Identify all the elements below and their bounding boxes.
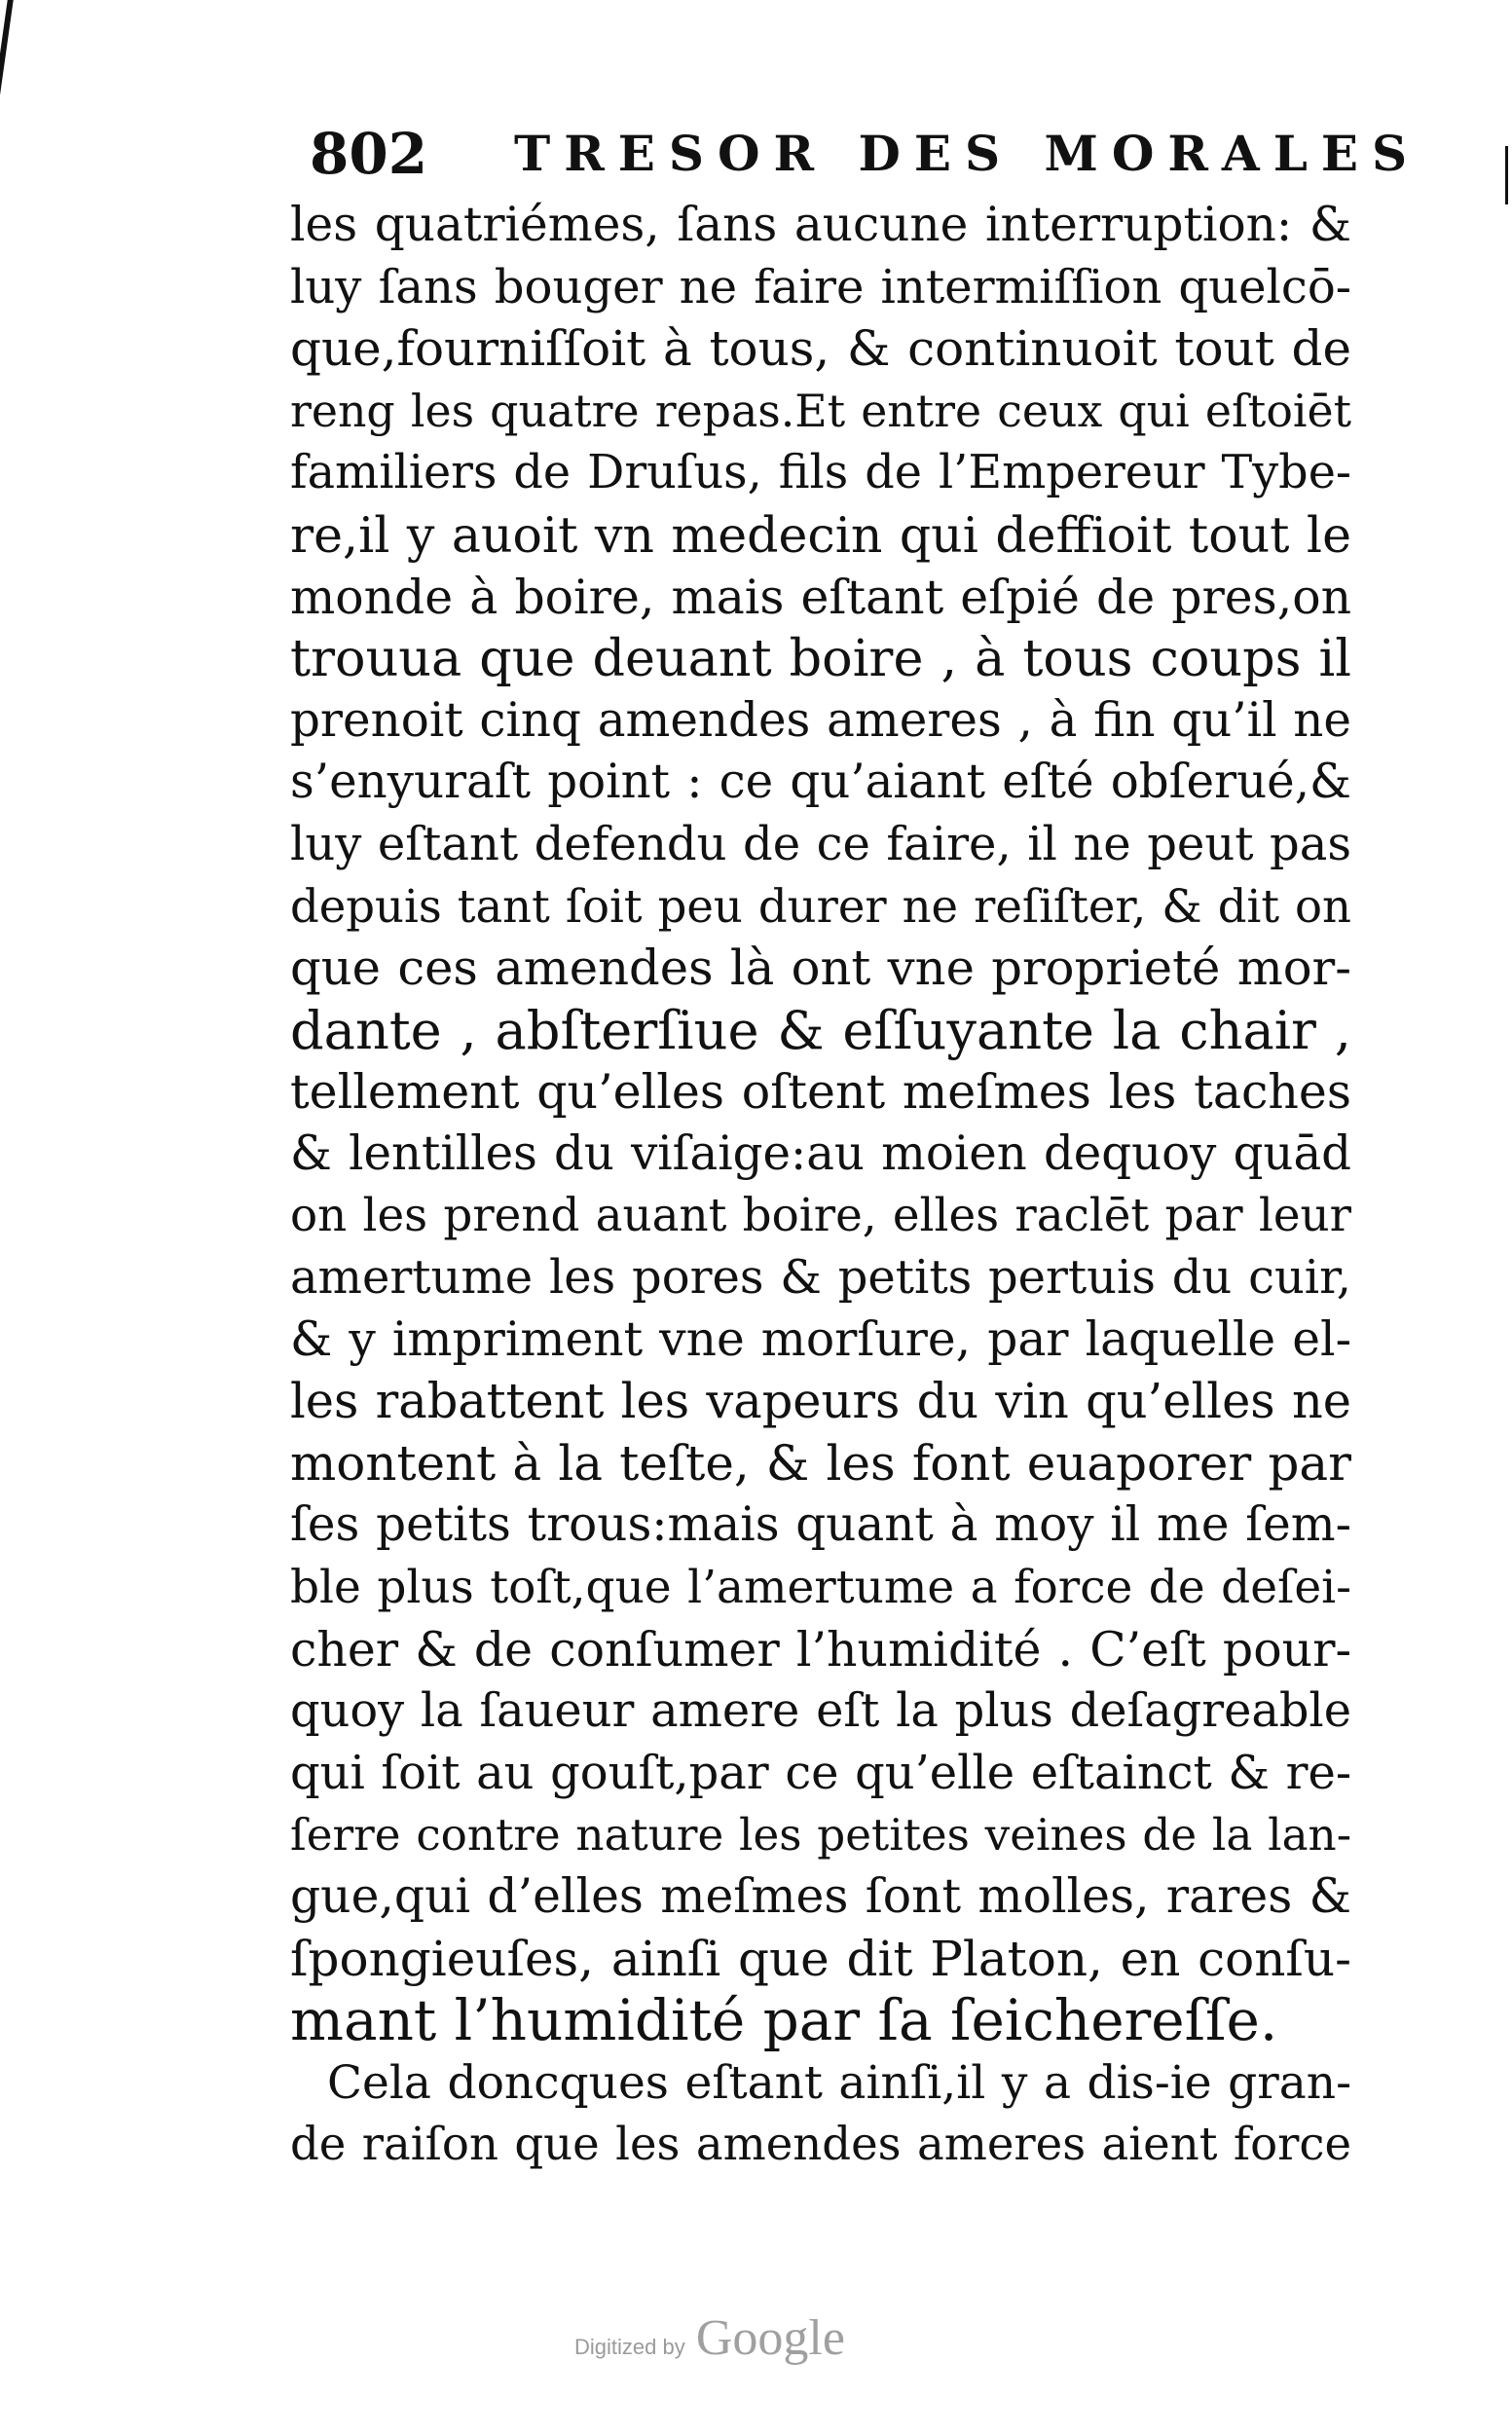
text-line: de raiſon que les amendes ameres aient force	[290, 2118, 1351, 2171]
text-line: tellement qu’elles oſtent meſmes les taches	[290, 1064, 1351, 1121]
digitization-watermark	[574, 2309, 905, 2378]
text-line: dante , abſterſiue & eſſuyante la chair ,	[290, 999, 1351, 1061]
text-line: depuis tant ſoit peu durer ne reſiſter, & dit on	[290, 879, 1351, 933]
text-line: ſpongieuſes, ainſi que dit Platon, en conſu-	[290, 1930, 1351, 1987]
text-line: & y impriment vne morſure, par laquelle el-	[290, 1311, 1351, 1367]
text-line: montent à la teſte, & les font euaporer par	[290, 1434, 1351, 1492]
text-line: qui ſoit au gouſt,par ce qu’elle eſtainct & re-	[290, 1746, 1351, 1800]
text-line: trouua que deuant boire , à tous coups il	[290, 629, 1351, 689]
text-line: & lentilles du viſaige:au moien dequoy quād	[290, 1125, 1351, 1181]
text-line: que ces amendes là ont vne proprieté mor-	[290, 940, 1351, 997]
text-line: luy ſans bouger ne faire intermiſſion quelcō-	[290, 259, 1351, 314]
text-line: ble plus toſt,que l’amertume a force de deſei-	[290, 1561, 1351, 1615]
text-line: que,fourniſſoit à tous, & continuoit tout de	[290, 320, 1351, 378]
text-line: s’enyuraſt point : ce qu’aiant eſté obſerué,&	[290, 755, 1351, 810]
text-line: luy eſtant defendu de ce faire, il ne peut pas	[290, 816, 1351, 871]
body-text	[290, 195, 1351, 2176]
text-line: ſerre contre nature les petites veines de la lan-	[290, 1809, 1351, 1862]
paragraph-end-line: mant l’humidité par ſa ſeichereſſe.	[290, 1987, 1278, 2054]
text-line: reng les quatre repas.Et entre ceux qui eſtoiēt	[290, 385, 1351, 437]
text-line: prenoit cinq amendes ameres , à fin qu’il ne	[290, 692, 1351, 748]
paragraph-start-line: Cela doncques eſtant ainſi,il y a dis-ie gran-	[327, 2055, 1351, 2110]
text-line: les rabattent les vapeurs du vin qu’elles ne	[290, 1373, 1351, 1430]
digitized-label: Digitized by	[574, 2335, 685, 2359]
text-line: on les prend auant boire, elles raclēt par leur	[290, 1189, 1351, 1242]
google-logo: Google	[695, 2310, 845, 2366]
page-number: 802	[310, 121, 428, 187]
right-edge-mark	[1505, 146, 1508, 204]
running-title: TRESOR DES MORALES	[514, 125, 1421, 182]
text-line: familiers de Druſus, fils de l’Empereur Tybe-	[290, 446, 1351, 500]
text-line: gue,qui d’elles meſmes ſont molles, rares &	[290, 1869, 1351, 1925]
left-edge-mark	[0, 0, 14, 107]
text-line: ſes petits trous:mais quant à moy il me ſem-	[290, 1497, 1351, 1553]
text-line: re,il y auoit vn medecin qui deffioit tout le	[290, 505, 1351, 564]
text-line: cher & de conſumer l’humidité . C’eſt pour-	[290, 1621, 1351, 1678]
running-head	[310, 115, 1421, 193]
text-line: monde à boire, mais eſtant eſpié de pres,on	[290, 569, 1351, 625]
text-line: quoy la ſaueur amere eſt la plus deſagreable	[290, 1684, 1351, 1739]
text-line: les quatriémes, ſans aucune interruption: &	[290, 198, 1351, 252]
text-line: amertume les pores & petits pertuis du cuir,	[290, 1251, 1351, 1306]
